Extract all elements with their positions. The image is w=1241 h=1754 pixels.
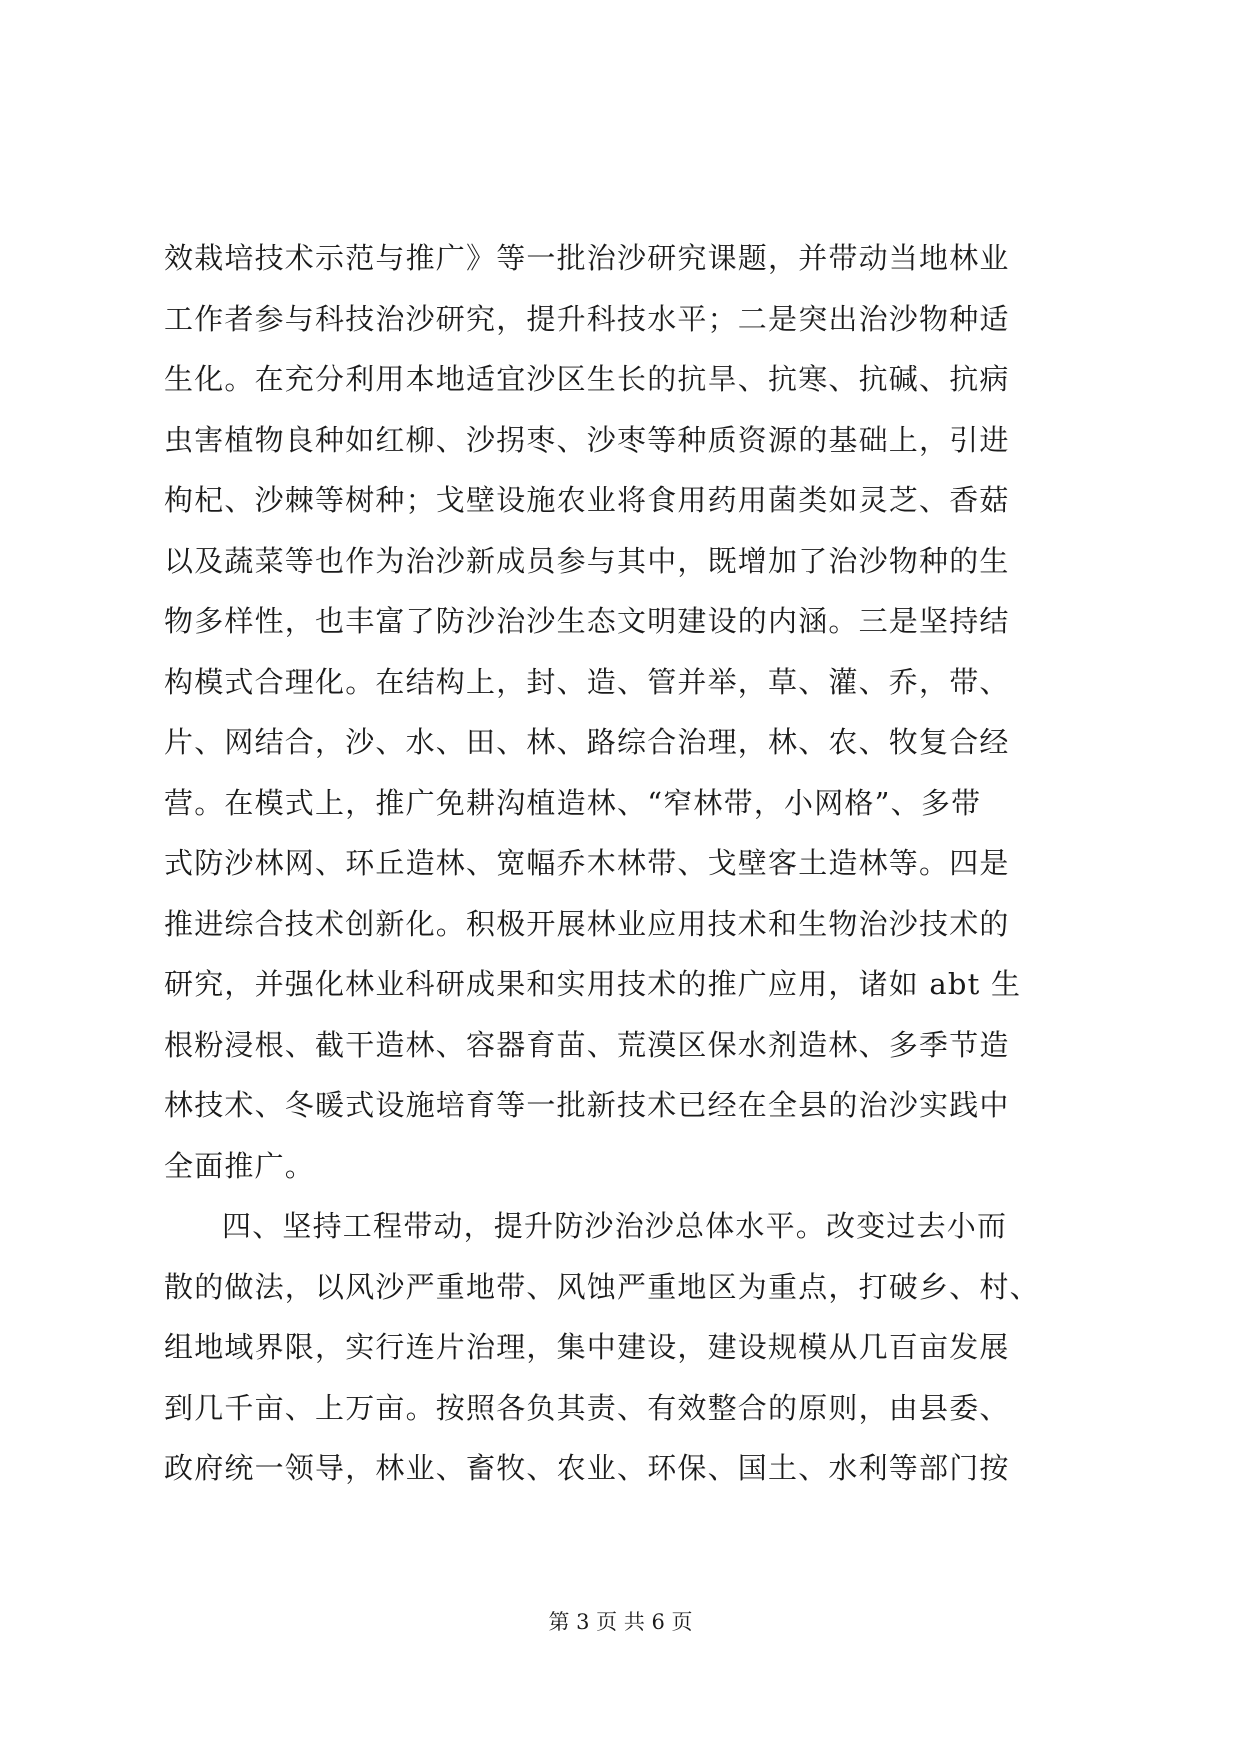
text-line: 研究，并强化林业科研成果和实用技术的推广应用，诸如 abt 生 <box>164 967 1022 1001</box>
text-line: 到几千亩、上万亩。按照各负其责、有效整合的原则，由县委、 <box>164 1390 1010 1425</box>
body-text <box>164 228 1084 1499</box>
paragraph-first-line: 四、坚持工程带动，提升防沙治沙总体水平。改变过去小而 <box>222 1209 1008 1243</box>
text-line: 根粉浸根、截干造林、容器育苗、荒漠区保水剂造林、多季节造 <box>164 1027 1010 1062</box>
text-line: 组地域界限，实行连片治理，集中建设，建设规模从几百亩发展 <box>164 1330 1010 1364</box>
text-line: 全面推广。 <box>164 1148 316 1183</box>
text-line: 物多样性，也丰富了防沙治沙生态文明建设的内涵。三是坚持结 <box>164 604 1010 638</box>
text-line: 构模式合理化。在结构上，封、造、管并举，草、灌、乔，带、 <box>164 664 1010 699</box>
text-line: 枸杞、沙棘等树种；戈壁设施农业将食用药用菌类如灵芝、香菇 <box>164 483 1010 517</box>
text-line: 效栽培技术示范与推广》等一批治沙研究课题，并带动当地林业 <box>164 241 1010 275</box>
text-line: 工作者参与科技治沙研究，提升科技水平；二是突出治沙物种适 <box>164 301 1010 336</box>
page-number-footer: 第 3 页 共 6 页 <box>548 1610 693 1634</box>
text-line: 式防沙林网、环丘造林、宽幅乔木林带、戈壁客土造林等。四是 <box>164 846 1010 880</box>
text-line: 政府统一领导，林业、畜牧、农业、环保、国土、水利等部门按 <box>164 1451 1010 1485</box>
text-line: 营。在模式上，推广免耕沟植造林、“窄林带，小网格”、多带 <box>164 785 982 820</box>
text-line: 林技术、冬暖式设施培育等一批新技术已经在全县的治沙实践中 <box>164 1088 1010 1122</box>
text-line: 推进综合技术创新化。积极开展林业应用技术和生物治沙技术的 <box>164 906 1010 941</box>
text-line: 以及蔬菜等也作为治沙新成员参与其中，既增加了治沙物种的生 <box>164 543 1010 578</box>
text-line: 片、网结合，沙、水、田、林、路综合治理，林、农、牧复合经 <box>164 725 1010 759</box>
text-line: 生化。在充分利用本地适宜沙区生长的抗旱、抗寒、抗碱、抗病 <box>164 362 1010 396</box>
text-line: 虫害植物良种如红柳、沙拐枣、沙枣等种质资源的基础上，引进 <box>164 422 1010 457</box>
text-line: 散的做法，以风沙严重地带、风蚀严重地区为重点，打破乡、村、 <box>164 1269 1040 1304</box>
